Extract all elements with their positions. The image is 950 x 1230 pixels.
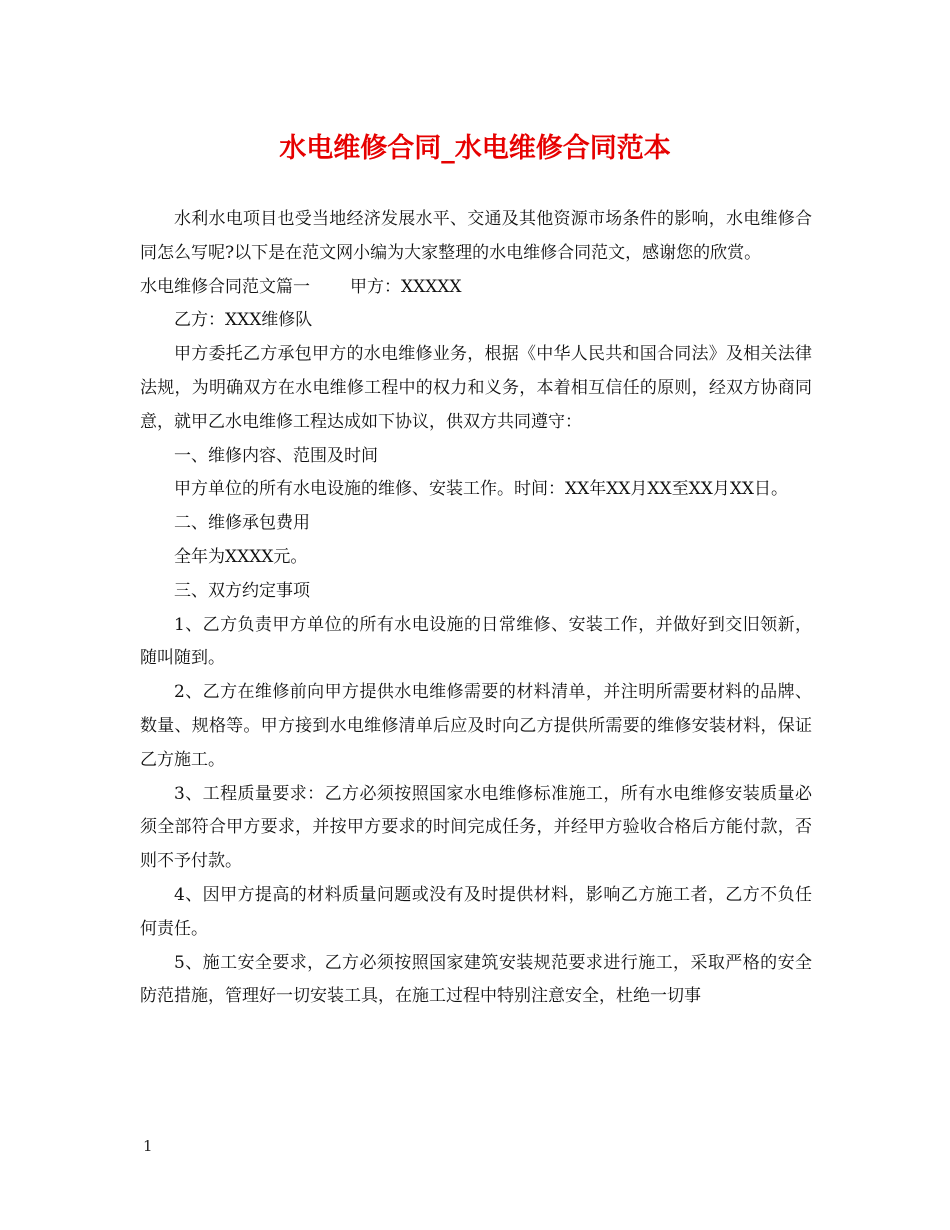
document-title: 水电维修合同_水电维修合同范本 <box>279 133 671 164</box>
clause-1-body: 甲方单位的所有水电设施的维修、安装工作。时间：XX年XX月XX至XX月XX日。 <box>174 479 789 500</box>
party-a: 甲方：XXXXX <box>350 276 462 297</box>
party-b: 乙方：XXX维修队 <box>174 310 313 331</box>
clause-3-item-5: 5、施工安全要求，乙方必须按照国家建筑安装规范要求进行施工，采取严格的安全防范措施，管理好一切安装工具，在施工过程中特别注意安全，杜绝一切事 <box>140 952 812 1007</box>
clause-3-item-1: 1、乙方负责甲方单位的所有水电设施的日常维修、安装工作，并做好到交旧领新，随叫随到。 <box>140 614 812 669</box>
clause-1-title: 一、维修内容、范围及时间 <box>174 445 378 466</box>
clause-2-title: 二、维修承包费用 <box>174 513 310 534</box>
document-body <box>140 203 812 1014</box>
preamble-paragraph: 甲方委托乙方承包甲方的水电维修业务，根据《中华人民共和国合同法》及相关法律法规，为明确双方在水电维修工程中的权力和义务，本着相互信任的原则，经双方协商同意，就甲乙水电维修工程达成如下协议，供双方共同遵守： <box>140 344 812 432</box>
page-number: 1 <box>143 1137 153 1155</box>
clause-3-item-2: 2、乙方在维修前向甲方提供水电维修需要的材料清单，并注明所需要材料的品牌、数量、规格等。甲方接到水电维修清单后应及时向乙方提供所需要的维修安装材料，保证乙方施工。 <box>140 682 812 770</box>
clause-3-title: 三、双方约定事项 <box>174 580 310 601</box>
intro-paragraph: 水利水电项目也受当地经济发展水平、交通及其他资源市场条件的影响，水电维修合同怎么写呢?以下是在范文网小编为大家整理的水电维修合同范文，感谢您的欣赏。 <box>140 209 812 263</box>
clause-2-body: 全年为XXXX元。 <box>174 546 308 567</box>
clause-3-item-4: 4、因甲方提高的材料质量问题或没有及时提供材料，影响乙方施工者，乙方不负任何责任。 <box>140 884 812 939</box>
section-heading-line <box>140 271 812 305</box>
clause-3-item-3: 3、工程质量要求：乙方必须按照国家水电维修标准施工，所有水电维修安装质量必须全部符合甲方要求，并按甲方要求的时间完成任务，并经甲方验收合格后方能付款，否则不予付款。 <box>140 783 812 872</box>
section-heading: 水电维修合同范文篇一 <box>140 276 310 297</box>
